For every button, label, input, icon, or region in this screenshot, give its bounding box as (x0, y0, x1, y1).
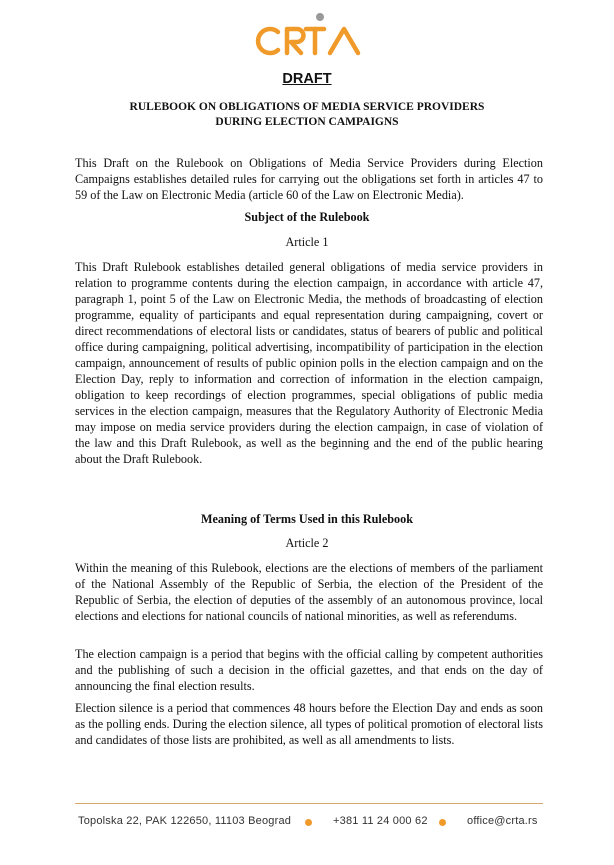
article-2-label: Article 2 (285, 536, 329, 550)
rulebook-title (0, 100, 614, 130)
article-2-paragraph-2: The election campaign is a period that begins with the official calling by competent authorities and the publishing of such a decision in the official gazettes, and that ends on the day of announcing the final election results. (75, 647, 543, 693)
crta-logo (254, 12, 370, 58)
section-heading-terms: Meaning of Terms Used in this Rulebook (201, 512, 413, 526)
article-2-paragraph-3: Election silence is a period that commences 48 hours before the Election Day and ends as soon as the polling ends. During the election silence, all types of political promotion of electoral lists and candidates of those lists are prohibited, as well as all amendments to lists. (75, 701, 543, 747)
intro-paragraph: This Draft on the Rulebook on Obligations of Media Service Providers during Election Campaigns establishes detailed rules for carrying out the obligations set forth in articles 47 to 59 of the Law on Electronic Media (article 60 of the Law on Electronic Media). (75, 156, 543, 202)
article-2-paragraph-1: Within the meaning of this Rulebook, elections are the elections of members of the parliament of the National Assembly of the Republic of Serbia, the election of the President of the Republic of Serbia, the election of deputies of the assembly of an autonomous province, local elections and elections for national councils of national minorities, as well as referendums. (75, 561, 543, 623)
footer-phone: +381 11 24 000 62 (333, 815, 428, 827)
draft-label: DRAFT (282, 71, 332, 87)
footer-address: Topolska 22, PAK 122650, 11103 Beograd (78, 815, 292, 827)
rulebook-title-line1: RULEBOOK ON OBLIGATIONS OF MEDIA SERVICE PROVIDERS (129, 101, 485, 113)
footer (75, 815, 543, 831)
article-1-label: Article 1 (285, 235, 329, 249)
article-1-text: This Draft Rulebook establishes detailed general obligations of media service providers in relation to programme contents during the election campaign, in accordance with article 47, paragraph 1, point 5 of the Law on Electronic Media, the methods of broadcasting of election programme, equality of participants and equal representation during campaigning, covert or direct recommendations of electoral lists or candidates, status of bearers of public and political office during campaigning, political advertising, incompatibility of participation in the election campaign, announcement of results of public opinion polls in the election campaign and on the Election Day, reply to information and correction of information in the election campaign, obligation to keep recordings of election programmes, special obligations of public media services in the election campaign, measures that the Regulatory Authority of Electronic Media may impose on media service providers during the election campaign, in case of violation of the law and this Draft Rulebook, as well as the beginning and the end of the public hearing about the Draft Rulebook. (75, 260, 543, 466)
footer-divider (75, 803, 543, 804)
rulebook-title-line2: DURING ELECTION CAMPAIGNS (215, 116, 399, 128)
section-heading-subject: Subject of the Rulebook (244, 210, 370, 224)
bullet-icon (439, 819, 446, 826)
bullet-icon (305, 819, 312, 826)
footer-email[interactable]: office@crta.rs (467, 815, 538, 827)
